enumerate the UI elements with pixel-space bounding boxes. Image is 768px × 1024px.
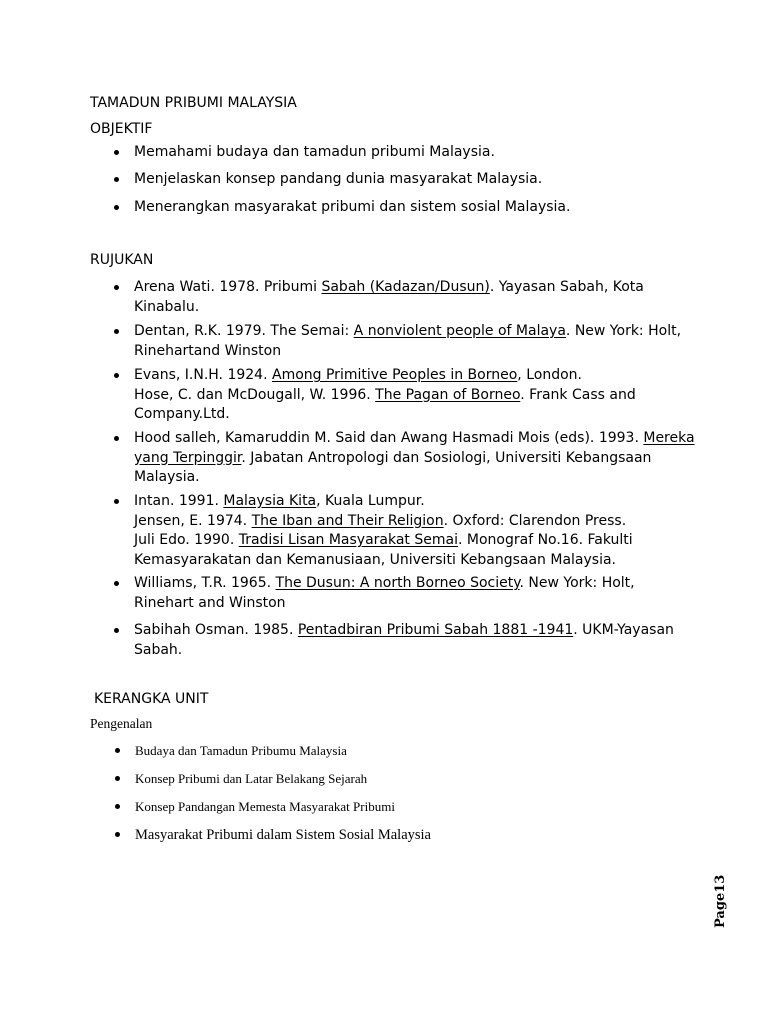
reference-text: Juli Edo. 1990. [134, 532, 239, 548]
reference-title: Sabah (Kadazan/Dusun) [321, 279, 490, 295]
bullet-icon [114, 628, 119, 633]
kerangka-heading: KERANGKA UNIT [94, 691, 209, 707]
objektif-item: Memahami budaya dan tamadun pribumi Malaysia. [134, 143, 694, 163]
reference-text: Rinehartand Winston [134, 342, 282, 359]
bullet-icon [114, 581, 119, 586]
reference-text: Kemasyarakatan dan Kemanusiaan, Universiti Kebangsaan Malaysia. [134, 551, 617, 568]
bullet-icon [115, 776, 120, 781]
reference-text: Hose, C. dan McDougall, W. 1996. [134, 386, 376, 403]
objektif-item: Menerangkan masyarakat pribumi dan sistem sosial Malaysia. [134, 198, 694, 218]
reference-line [134, 278, 694, 298]
reference-title: Among Primitive Peoples in Borneo [272, 367, 518, 383]
reference-item [134, 366, 694, 425]
bullet-icon [115, 832, 120, 837]
reference-text: . Yayasan Sabah, Kota [489, 279, 644, 295]
reference-line [134, 298, 694, 318]
reference-text: Company.Ltd. [134, 406, 230, 422]
reference-text: Williams, T.R. 1965. [134, 575, 276, 591]
bullet-icon [115, 748, 120, 753]
reference-title: Malaysia Kita [223, 493, 317, 509]
reference-text: . Frank Cass and [520, 386, 636, 403]
reference-title: The Dusun: A north Borneo Society [275, 575, 520, 591]
rujukan-heading: RUJUKAN [90, 252, 154, 268]
reference-title: The Pagan of Borneo [375, 386, 521, 403]
reference-line [134, 468, 694, 488]
reference-text: Rinehart and Winston [134, 594, 286, 611]
bullet-icon [114, 177, 119, 182]
bullet-icon [114, 150, 119, 155]
page-number: Page13 [713, 874, 728, 928]
reference-text: Malaysia. [134, 469, 200, 485]
reference-line [134, 449, 694, 469]
reference-text: Sabah. [134, 641, 183, 658]
reference-title: Mereka [643, 430, 695, 446]
kerangka-item: Budaya dan Tamadun Pribumu Malaysia [135, 742, 347, 760]
reference-item [134, 322, 694, 361]
reference-line [134, 621, 694, 641]
reference-text: , Kuala Lumpur. [316, 493, 425, 509]
reference-line [134, 641, 694, 661]
reference-text: Arena Wati. 1978. Pribumi [134, 279, 322, 295]
reference-line [134, 574, 694, 594]
bullet-icon [114, 499, 119, 504]
reference-line [134, 531, 694, 551]
reference-line [134, 492, 694, 512]
reference-text: , London. [517, 367, 582, 383]
reference-title: yang Terpinggir [134, 449, 242, 466]
kerangka-item: Konsep Pandangan Memesta Masyarakat Pribumi [135, 798, 395, 816]
reference-line [134, 551, 694, 571]
reference-text: Kinabalu. [134, 298, 200, 315]
kerangka-item: Masyarakat Pribumi dalam Sistem Sosial Malaysia [135, 826, 431, 844]
reference-item [134, 278, 694, 317]
reference-text: Evans, I.N.H. 1924. [134, 367, 272, 383]
objektif-heading: OBJEKTIF [90, 121, 153, 137]
reference-text: Sabihah Osman. 1985. [134, 622, 298, 638]
kerangka-intro: Pengenalan [90, 716, 153, 731]
bullet-icon [114, 436, 119, 441]
reference-title: The Iban and Their Religion [251, 512, 444, 529]
reference-title: Tradisi Lisan Masyarakat Semai [238, 532, 458, 548]
reference-item [134, 574, 694, 613]
reference-line [134, 386, 694, 406]
reference-line [134, 429, 694, 449]
bullet-icon [114, 285, 119, 290]
reference-item [134, 621, 694, 660]
bullet-icon [115, 804, 120, 809]
kerangka-item: Konsep Pribumi dan Latar Belakang Sejarah [135, 770, 367, 788]
bullet-icon [114, 373, 119, 378]
reference-item [134, 492, 694, 570]
bullet-icon [114, 329, 119, 334]
reference-text: Hood salleh, Kamaruddin M. Said dan Awang Hasmadi Mois (eds). 1993. [134, 430, 644, 446]
reference-line [134, 322, 694, 342]
bullet-icon [114, 205, 119, 210]
reference-line [134, 342, 694, 362]
reference-line [134, 405, 694, 425]
reference-title: A nonviolent people of Malaya [353, 323, 566, 339]
reference-item [134, 429, 694, 488]
reference-text: Intan. 1991. [134, 493, 224, 509]
document-title: TAMADUN PRIBUMI MALAYSIA [90, 95, 297, 111]
reference-text: . New York: Holt, [565, 323, 682, 339]
reference-text: . Oxford: Clarendon Press. [443, 512, 627, 529]
reference-text: . New York: Holt, [519, 575, 635, 591]
objektif-item: Menjelaskan konsep pandang dunia masyarakat Malaysia. [134, 170, 694, 190]
reference-title: Pentadbiran Pribumi Sabah 1881 -1941 [297, 622, 574, 638]
reference-text: Jensen, E. 1974. [134, 512, 252, 529]
reference-line [134, 512, 694, 532]
reference-text: . Jabatan Antropologi dan Sosiologi, Universiti Kebangsaan [241, 449, 652, 466]
reference-text: Dentan, R.K. 1979. The Semai: [134, 323, 354, 339]
reference-text: . Monograf No.16. Fakulti [457, 532, 633, 548]
reference-text: . UKM-Yayasan [573, 622, 674, 638]
reference-line [134, 366, 694, 386]
reference-line [134, 594, 694, 614]
